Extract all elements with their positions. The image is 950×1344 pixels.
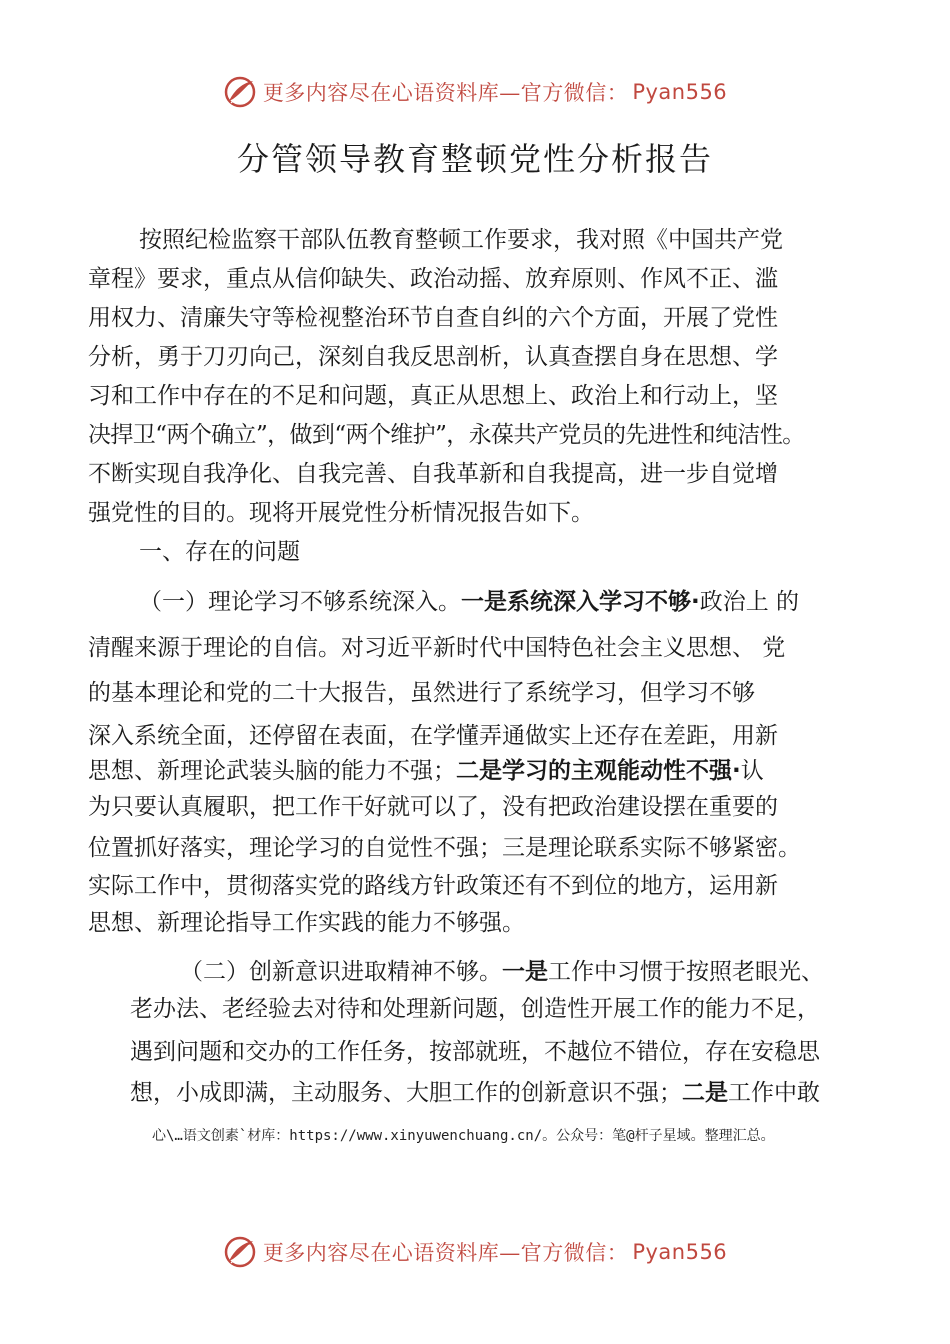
sub1-line — [139, 586, 799, 618]
sub2-heading: （二）创新意识进取精神不够。 — [180, 959, 502, 985]
sub2-line: 老办法、老经验去对待和处理新问题，创造性开展工作的能力不足， — [130, 996, 820, 1022]
sub2-line: 遇到问题和交办的工作任务，按部就班，不越位不错位，存在安稳思 — [130, 1039, 820, 1065]
feather-logo-icon — [223, 1235, 257, 1269]
sub2-line4-start: 想，小成即满，主动服务、大胆工作的创新意识不强； — [130, 1080, 682, 1106]
sub1-line: 为只要认真履职，把工作干好就可以了，没有把政治建设摆在重要的 — [88, 794, 778, 820]
banner-text: 更多内容尽在心语资料库—官方微信： — [262, 1241, 629, 1265]
intro-line: 按照纪检监察干部队伍教育整顿工作要求，我对照《中国共产党 — [139, 227, 783, 253]
sub1-line: 的基本理论和党的二十大报告，虽然进行了系统学习，但学习不够 — [88, 680, 755, 706]
sub1-line — [88, 755, 764, 787]
banner-wechat-id: Pyan556 — [632, 80, 728, 104]
sub1-line: 深入系统全面，还停留在表面，在学懂弄通做实上还存在差距，用新 — [88, 723, 778, 749]
sub1-line: 位置抓好落实，理论学习的自觉性不强；三是理论联系实际不够紧密。 — [88, 835, 801, 861]
footer-banner — [0, 1232, 950, 1272]
sub1-point-one: 一是系统深入学习不够· — [461, 589, 700, 615]
document-title: 分管领导教育整顿党性分析报告 — [236, 140, 713, 178]
sub1-line: 实际工作中，贯彻落实党的路线方针政策还有不到位的地方，运用新 — [88, 873, 778, 899]
feather-logo-icon — [223, 75, 257, 109]
intro-line: 强党性的目的。现将开展党性分析情况报告如下。 — [88, 500, 594, 526]
sub2-point-one: 一是 — [502, 959, 548, 985]
sub1-line1-rest: 政治上 的 — [699, 589, 800, 615]
source-note: 心\…语文创素`材库：https://www.xinyuwenchuang.cn/。公众号：笔@杆子星域。整理汇总。 — [152, 1128, 775, 1144]
intro-line: 用权力、清廉失守等检视整治环节自查自纠的六个方面，开展了党性 — [88, 305, 778, 331]
sub2-line — [180, 956, 824, 988]
intro-line: 分析，勇于刀刃向己，深刻自我反思剖析，认真查摆自身在思想、学 — [88, 344, 778, 370]
intro-line: 习和工作中存在的不足和问题，真正从思想上、政治上和行动上，坚 — [88, 383, 778, 409]
sub1-line: 思想、新理论指导工作实践的能力不够强。 — [88, 910, 525, 936]
intro-line: 不断实现自我净化、自我完善、自我革新和自我提高，进一步自觉增 — [88, 461, 778, 487]
sub1-point-two: 二是学习的主观能动性不强· — [456, 758, 741, 784]
banner-text: 更多内容尽在心语资料库—官方微信： — [262, 81, 629, 105]
intro-line: 章程》要求，重点从信仰缺失、政治动摇、放弃原则、作风不正、滥 — [88, 266, 778, 292]
sub2-point-two: 二是 — [682, 1080, 728, 1106]
sub2-line4-rest: 工作中敢 — [728, 1080, 820, 1106]
banner-wechat-id: Pyan556 — [632, 1240, 728, 1264]
sub1-heading: （一）理论学习不够系统深入。 — [139, 589, 461, 615]
intro-line: 决捍卫“两个确立”，做到“两个维护”，永葆共产党员的先进性和纯洁性。 — [88, 422, 805, 448]
sub2-line1-rest: 工作中习惯于按照老眼光、 — [548, 959, 824, 985]
sub1-line5-start: 思想、新理论武装头脑的能力不强； — [88, 758, 456, 784]
header-banner — [0, 72, 950, 112]
sub1-line5-rest: 认 — [740, 758, 764, 784]
sub1-line: 清醒来源于理论的自信。对习近平新时代中国特色社会主义思想、 党 — [88, 635, 786, 661]
sub2-line — [130, 1077, 820, 1109]
section-heading: 一、存在的问题 — [139, 539, 300, 565]
